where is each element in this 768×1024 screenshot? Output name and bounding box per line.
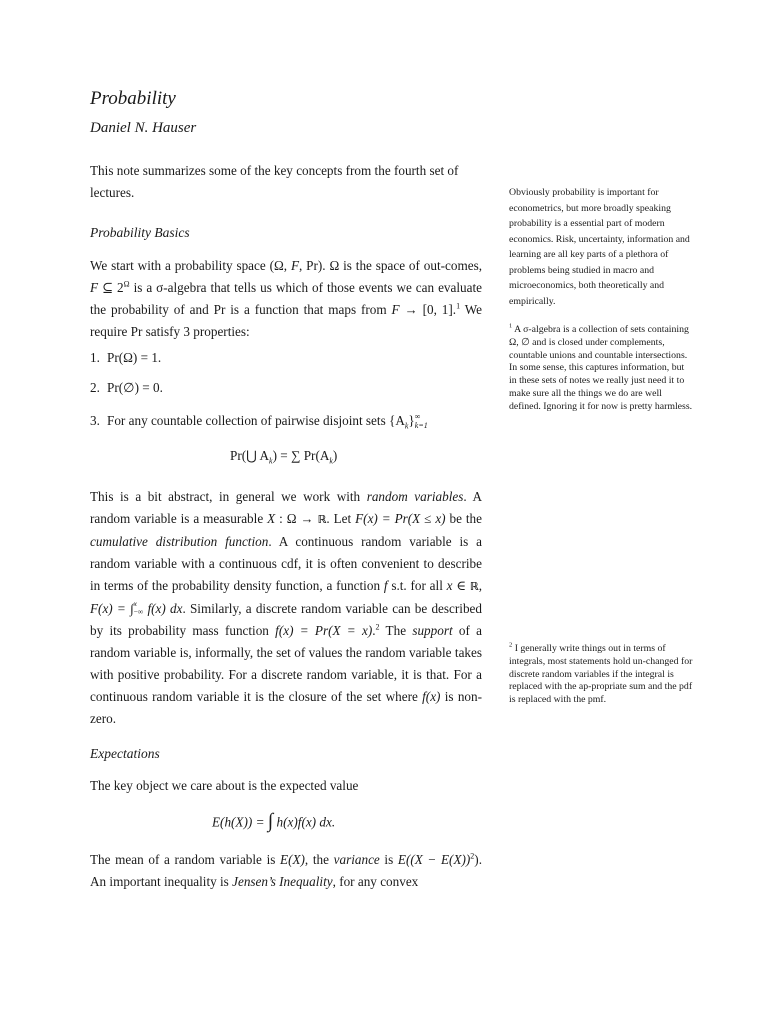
list-text: Pr(∅) = 0. xyxy=(107,380,163,395)
integrand: f(x) dx xyxy=(143,601,183,616)
subscript: k xyxy=(269,456,273,466)
subscript: k=1 xyxy=(414,420,428,430)
cdf-definition: F(x) = Pr(X ≤ x) xyxy=(355,511,446,526)
expectation-intro: The key object we care about is the expected value xyxy=(90,778,359,793)
text-span: of a random variable is, informally, the set of values the random variable takes with positive probability. For a discrete random variable, it is that. For a continuous random variable it is the closure of the set where xyxy=(90,623,482,704)
text-span: is a σ-algebra that tells us which of those events we can evaluate the probability of and Pr is a function that maps from xyxy=(90,280,482,317)
lower-limit: −∞ xyxy=(133,606,144,616)
list-text: For any countable collection of pairwise disjoint sets {A xyxy=(107,413,405,428)
footnote-2 xyxy=(509,643,694,707)
expected-value-equation xyxy=(212,812,335,835)
sigma-algebra-symbol: F xyxy=(90,280,99,295)
equation-part: E(h(X)) = xyxy=(212,814,268,830)
integral-sign: ∫ xyxy=(267,810,274,832)
term-cdf: cumulative distribution function xyxy=(90,534,269,549)
exponent: 2 xyxy=(470,851,475,861)
subscript: k xyxy=(329,456,333,466)
variable-x-in: x ∈ xyxy=(446,578,470,593)
text-span: . Let xyxy=(326,511,356,526)
mean-variance-paragraph xyxy=(90,849,482,893)
footnote-marker-1: 1 xyxy=(456,301,461,311)
text-span: The mean of a random variable is xyxy=(90,852,281,867)
footnote-marker-2: 2 xyxy=(375,622,380,632)
sigma-algebra-symbol: F xyxy=(290,258,300,273)
list-item xyxy=(90,377,482,399)
equation-part: ) xyxy=(332,448,338,463)
footnote-text: I generally write things out in terms of integrals, most statements hold un-changed for discrete random variables if the integral is replaced with the ap-propriate sum and the pdf is replaced with the pmf. xyxy=(509,643,693,706)
upper-limit: x xyxy=(133,598,138,608)
variance-expression: E((X − xyxy=(397,852,437,867)
term-variance: variance xyxy=(333,852,380,867)
superscript: ∞ xyxy=(414,411,421,421)
text-span: . A random variable is a measurable xyxy=(90,489,482,526)
list-number: 3. xyxy=(90,413,100,428)
text-span: s.t. for all xyxy=(387,578,447,593)
text-span: → [0, 1]. xyxy=(399,302,457,317)
document-author: Daniel N. Hauser xyxy=(90,120,197,136)
variable-x: X xyxy=(267,511,276,526)
term-random-variables: random variables xyxy=(366,489,464,504)
subscript: k xyxy=(404,421,409,431)
text-span: , the xyxy=(304,852,334,867)
section-heading-probability-basics: Probability Basics xyxy=(90,225,190,240)
variance-expression: E(X)) xyxy=(441,852,471,867)
text-span: . An important inequality is xyxy=(90,852,482,889)
margin-sidenote: Obviously probability is important for econometrics, but more broadly speaking probability is a essential part of modern economics. Risk, uncertainty, information and learning are all key parts of a plethora of problems being studied in macro and microeconomics, both theoretically and empirically. xyxy=(509,187,690,307)
text-span: } xyxy=(408,413,415,428)
random-variable-paragraph xyxy=(90,486,482,730)
footnote-number: 2 xyxy=(509,641,513,649)
text-span: . A continuous random variable is a random variable with a continuous cdf, it is often convenient to describe in terms of the probability density function, a function xyxy=(90,534,482,593)
reals-symbol: ℝ xyxy=(469,580,479,593)
document-title: Probability xyxy=(90,88,176,109)
text-span: : Ω → xyxy=(275,511,318,526)
equation-part: Pr(⋃ A xyxy=(230,448,270,463)
text-span: This is a bit abstract, in general we work with xyxy=(90,489,367,504)
list-number: 2. xyxy=(90,380,100,395)
intro-paragraph: This note summarizes some of the key concepts from the fourth set of lectures. xyxy=(90,163,459,200)
probability-space-paragraph xyxy=(90,255,482,343)
pmf-definition: f(x) = Pr(X = x) xyxy=(275,623,373,638)
variable-f: f xyxy=(383,578,388,593)
text-span: ) xyxy=(474,852,479,867)
text-span: is xyxy=(379,852,398,867)
list-item xyxy=(90,410,482,432)
mean-expression: E(X) xyxy=(280,852,305,867)
text-span: be the xyxy=(445,511,482,526)
footnote-number: 1 xyxy=(509,322,513,330)
variable-fx: f(x) xyxy=(422,689,441,704)
list-text: Pr(Ω) = 1. xyxy=(107,350,162,365)
index-range xyxy=(415,412,428,430)
text-span: is non-zero. xyxy=(90,689,483,726)
text-span: We require Pr satisfy 3 properties: xyxy=(90,302,482,339)
list-item xyxy=(90,347,482,369)
text-span: , xyxy=(478,578,482,593)
equation-part: ) = ∑ Pr(A xyxy=(272,448,330,463)
footnote-text: A σ-algebra is a collection of sets containing Ω, ∅ and is closed under complements, countable unions and countable intersections. In some sense, this captures information, but in these sets of notes we really just need it to make sure all the things we do are well defined. Ignoring it for now is pretty harmless. xyxy=(509,324,693,412)
text-span: , for any convex xyxy=(332,874,419,889)
power-set-exponent: Ω xyxy=(123,279,130,289)
section-heading-expectations: Expectations xyxy=(90,746,160,761)
text-span: , Pr). Ω is the space of out-comes, xyxy=(299,258,482,273)
term-support: support xyxy=(412,623,453,638)
term-jensens-inequality: Jensen’s Inequality xyxy=(232,874,333,889)
sigma-algebra-symbol: F xyxy=(391,302,400,317)
integral-limits xyxy=(134,600,144,616)
footnote-1 xyxy=(509,324,694,414)
text-span: . xyxy=(372,623,376,638)
text-span: The xyxy=(379,623,413,638)
text-span: ⊆ 2 xyxy=(98,280,124,295)
equation-part: h(x)f(x) dx. xyxy=(273,814,336,830)
cdf-integral: F(x) = ∫ xyxy=(90,601,134,616)
text-span: . Similarly, a discrete random variable can be described by its probability mass function xyxy=(90,601,482,638)
text-span: We start with a probability space (Ω, xyxy=(90,258,291,273)
reals-symbol: ℝ xyxy=(317,513,327,526)
probability-additivity-equation xyxy=(230,448,337,464)
list-number: 1. xyxy=(90,350,100,365)
